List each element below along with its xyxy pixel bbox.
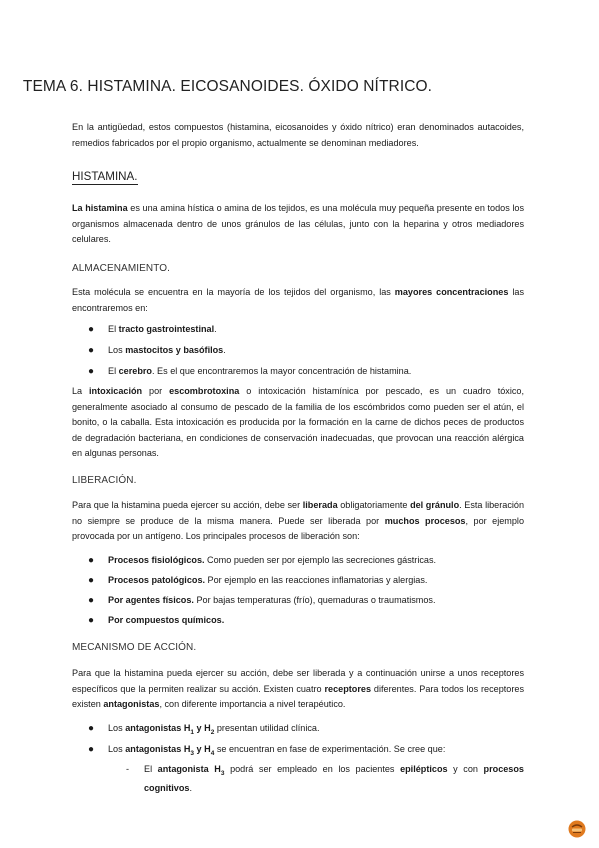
almacenamiento-heading: ALMACENAMIENTO. xyxy=(72,263,170,274)
histamina-heading: HISTAMINA. xyxy=(72,170,138,183)
bullet-icon: ● xyxy=(88,575,95,586)
liberacion-heading: LIBERACIÓN. xyxy=(72,475,137,486)
bullet-icon: ● xyxy=(88,615,95,626)
dash-marker: - xyxy=(126,764,130,774)
mecanismo-heading: MECANISMO DE ACCIÓN. xyxy=(72,642,197,653)
bullet-icon: ● xyxy=(88,555,95,566)
histamina-definition: La histamina es una amina hística o amina de los tejidos, es una molécula muy pequeña presente en todos los organismos almacenada dentro de unos gránulos de las células, junto con la heparina y otros mediadores celulares. xyxy=(72,203,525,245)
bullet-icon: ● xyxy=(88,345,95,356)
wuolah-logo-icon xyxy=(568,820,586,838)
bullet-icon: ● xyxy=(88,366,95,377)
bullet-icon: ● xyxy=(88,595,95,606)
page-title: TEMA 6. HISTAMINA. EICOSANOIDES. ÓXIDO NÍTRICO. xyxy=(22,78,433,95)
intoxicacion-paragraph: La intoxicación por escombrotoxina o intoxicación histamínica por pescado, es un cuadro tóxico, generalmente asociado al consumo de pescado de la familia de los escómbridos como pueden ser el atún, el bonito, o la caballa. Esta intoxicación es producida por la formación en la carne de dichos peces de productos de degradación bacteriana, en condiciones de conservación inadecuadas, que provocan una reacción alérgica en algunas personas. xyxy=(72,386,524,459)
almacenamiento-paragraph: Esta molécula se encuentra en la mayoría de los tejidos del organismo, las mayores concentraciones las encontraremos en: xyxy=(72,287,524,313)
bullet-icon: ● xyxy=(88,744,95,755)
intro-paragraph: En la antigüedad, estos compuestos (histamina, eicosanoides y óxido nítrico) eran denominados autacoides, remedios fabricados por el propio organismo, actualmente se denominan mediadores. xyxy=(72,122,524,148)
bullet-icon: ● xyxy=(88,723,95,734)
bullet-icon: ● xyxy=(88,324,95,335)
mecanismo-paragraph: Para que la histamina pueda ejercer su acción, debe ser liberada y a continuación unirse a unos receptores específicos que la permiten realizar su acción. Existen cuatro receptores diferentes. Para todos los receptores existen antagonistas, con diferente importancia a nivel terapéutico. xyxy=(72,668,524,710)
liberacion-paragraph: Para que la histamina pueda ejercer su acción, debe ser liberada obligatoriamente del gránulo. Esta liberación no siempre se produce de la misma manera. Puede ser liberada por muchos procesos, por ejemplo provocada por un antígeno. Los principales procesos de liberación son: xyxy=(72,500,525,542)
